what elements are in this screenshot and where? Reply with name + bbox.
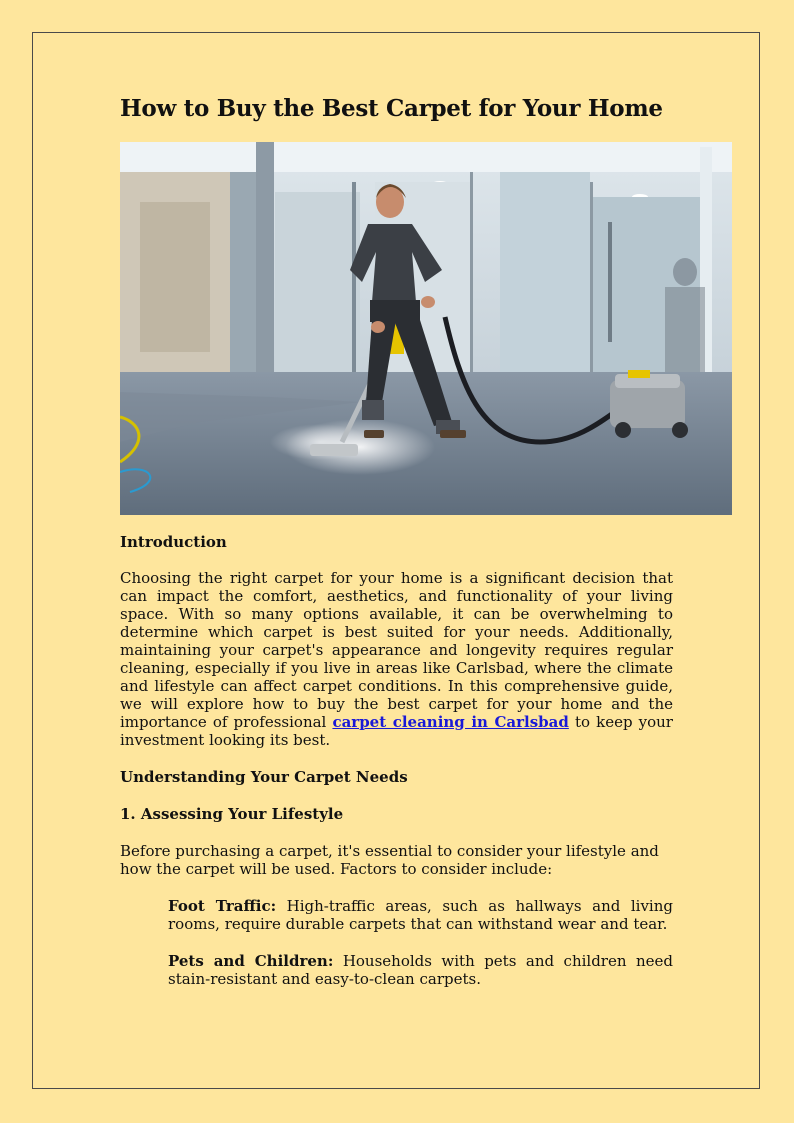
- intro-paragraph: [120, 569, 673, 749]
- section-heading: Understanding Your Carpet Needs: [120, 768, 408, 786]
- factor-label: Foot Traffic:: [168, 897, 277, 915]
- hero-image: [120, 142, 732, 515]
- intro-text-end: to keep your investment looking its best.: [120, 713, 673, 749]
- carpet-cleaning-link[interactable]: carpet cleaning in Carlsbad: [332, 713, 569, 731]
- factor-text: High-traffic areas, such as hallways and living rooms, require durable carpets that can withstand wear and tear.: [168, 897, 673, 933]
- factor-label: Pets and Children:: [168, 952, 334, 970]
- factor-text: Households with pets and children need stain-resistant and easy-to-clean carpets.: [168, 952, 673, 988]
- subsection-heading: 1. Assessing Your Lifestyle: [120, 805, 344, 823]
- page-title: How to Buy the Best Carpet for Your Home: [120, 95, 663, 122]
- intro-text: Choosing the right carpet for your home is a significant decision that can impact the comfort, aesthetics, and functionality of your living space. With so many options available, it can be overwhelming to determine which carpet is best suited for your needs. Additionally, maintaining your carpet's appearance and longevity requires regular cleaning, especially if you live in areas like Carlsbad, where the climate and lifestyle can affect carpet conditions. In this comprehensive guide, we will explore how to buy the best carpet for your home and the importance of professional: [120, 569, 673, 731]
- factor-item: [168, 952, 673, 988]
- article: [120, 92, 673, 988]
- lifestyle-paragraph: Before purchasing a carpet, it's essential to consider your lifestyle and how the carpet will be used. Factors to consider include:: [120, 842, 659, 878]
- factor-item: [168, 897, 673, 933]
- intro-heading: Introduction: [120, 533, 227, 551]
